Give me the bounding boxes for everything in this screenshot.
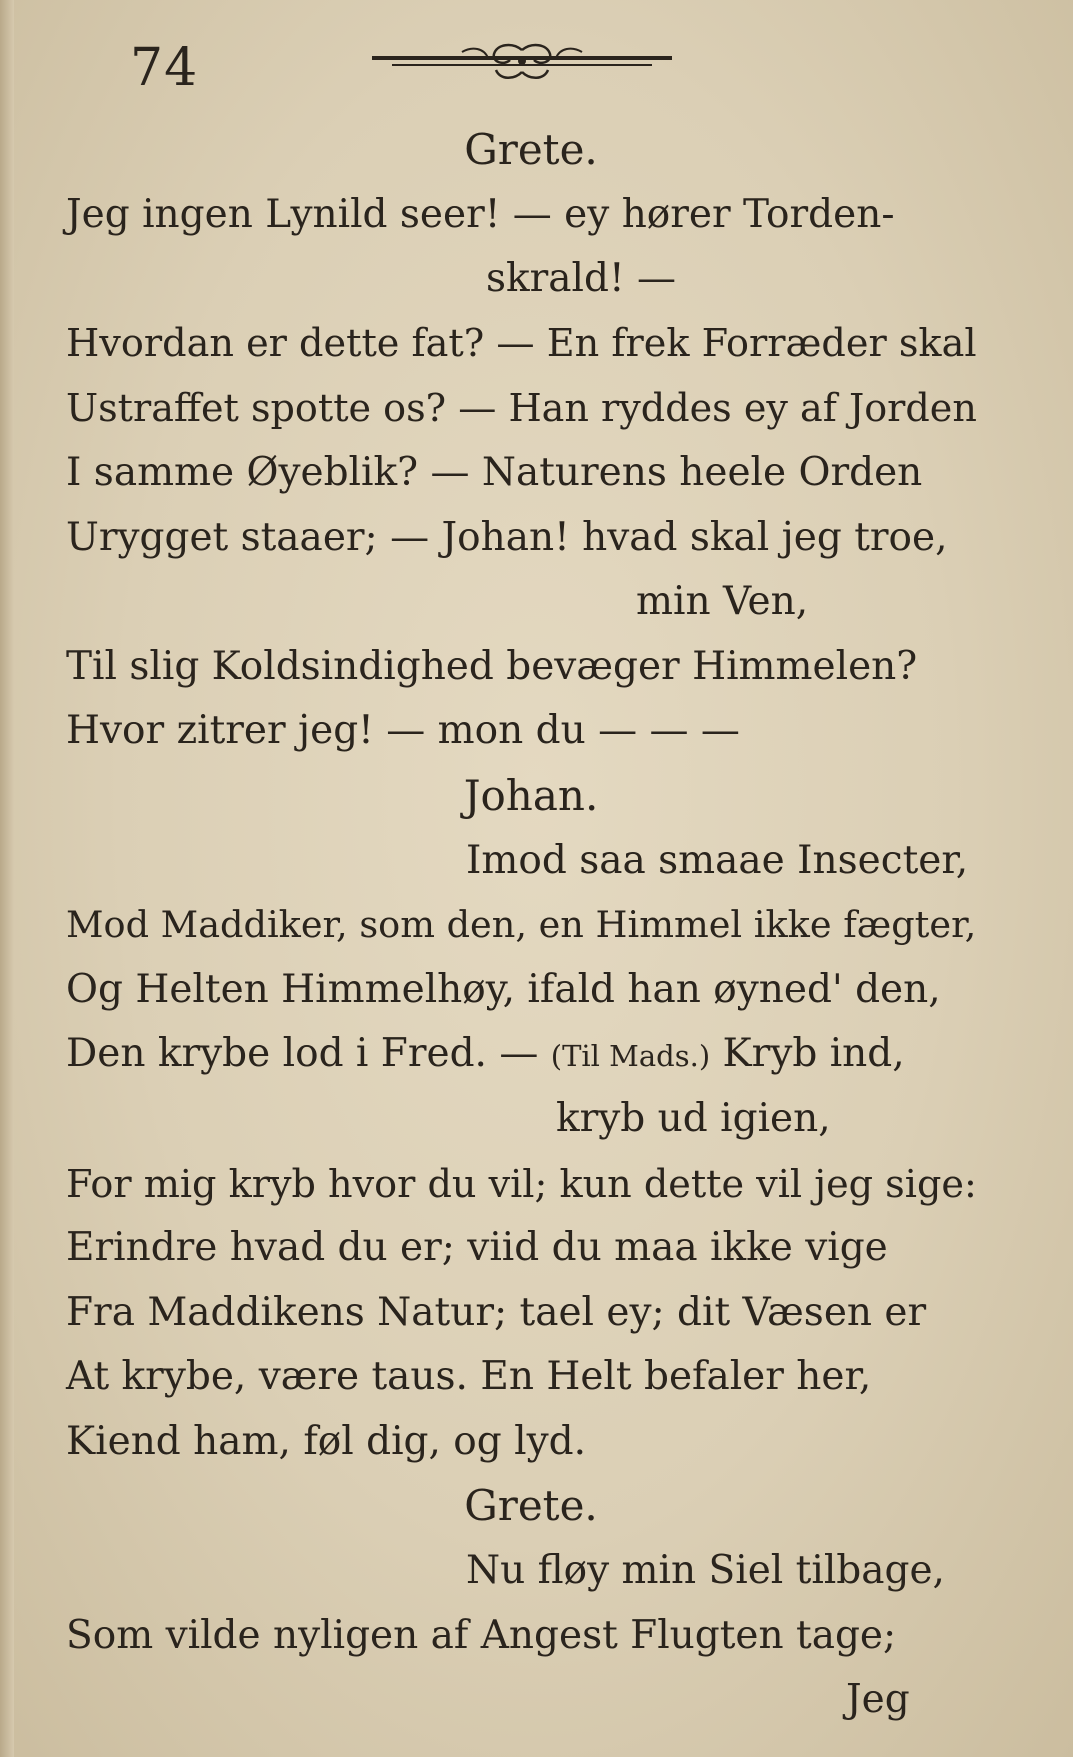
- verse-line: I samme Øyeblik? — Naturens heele Orden: [66, 449, 923, 495]
- stage-direction: (Til Mads.): [550, 1039, 711, 1074]
- verse-line: Nu fløy min Siel tilbage,: [466, 1548, 945, 1594]
- verse-line: Fra Maddikens Natur; tael ey; dit Væsen er: [66, 1289, 927, 1335]
- ornament-rule-icon: [372, 40, 672, 84]
- speaker-name: Johan.: [463, 770, 599, 820]
- verse-line: Som vilde nyligen af Angest Flugten tage;: [66, 1612, 897, 1658]
- verse-line: Urygget staaer; — Johan! hvad skal jeg troe,: [66, 514, 948, 560]
- page-edge: [0, 0, 14, 1757]
- verse-line: min Ven,: [636, 579, 809, 625]
- page-number: 74: [130, 38, 199, 98]
- speaker-name: Grete.: [464, 125, 598, 174]
- verse-line: Erindre hvad du er; viid du maa ikke vige: [66, 1225, 888, 1271]
- catchword: Jeg: [846, 1677, 910, 1723]
- verse-line: Ustraffet spotte os? — Han ryddes ey af Jorden: [66, 386, 977, 431]
- verse-line: skrald! —: [486, 256, 677, 302]
- speaker-name: Grete.: [464, 1481, 598, 1531]
- verse-line: At krybe, være taus. En Helt befaler her,: [66, 1354, 872, 1400]
- verse-line: Hvor zitrer jeg! — mon du — — —: [66, 708, 740, 754]
- verse-line: Den krybe lod i Fred. — (Til Mads.) Kryb ind,: [66, 1031, 905, 1077]
- verse-line: Mod Maddiker, som den, en Himmel ikke fægter,: [66, 903, 977, 947]
- poem-text: [66, 118, 986, 1733]
- verse-line: For mig kryb hvor du vil; kun dette vil jeg sige:: [66, 1161, 977, 1206]
- verse-line: Hvordan er dette fat? — En frek Forræder skal: [66, 321, 977, 366]
- verse-line: Jeg ingen Lynild seer! — ey hører Torden-: [66, 191, 895, 237]
- verse-line: Og Helten Himmelhøy, ifald han øyned' den,: [66, 966, 941, 1012]
- verse-line: Kiend ham, føl dig, og lyd.: [66, 1418, 587, 1464]
- verse-line: kryb ud igien,: [556, 1095, 831, 1141]
- verse-line: Imod saa smaae Insecter,: [466, 837, 969, 883]
- verse-line: Til slig Koldsindighed bevæger Himmelen?: [66, 643, 918, 689]
